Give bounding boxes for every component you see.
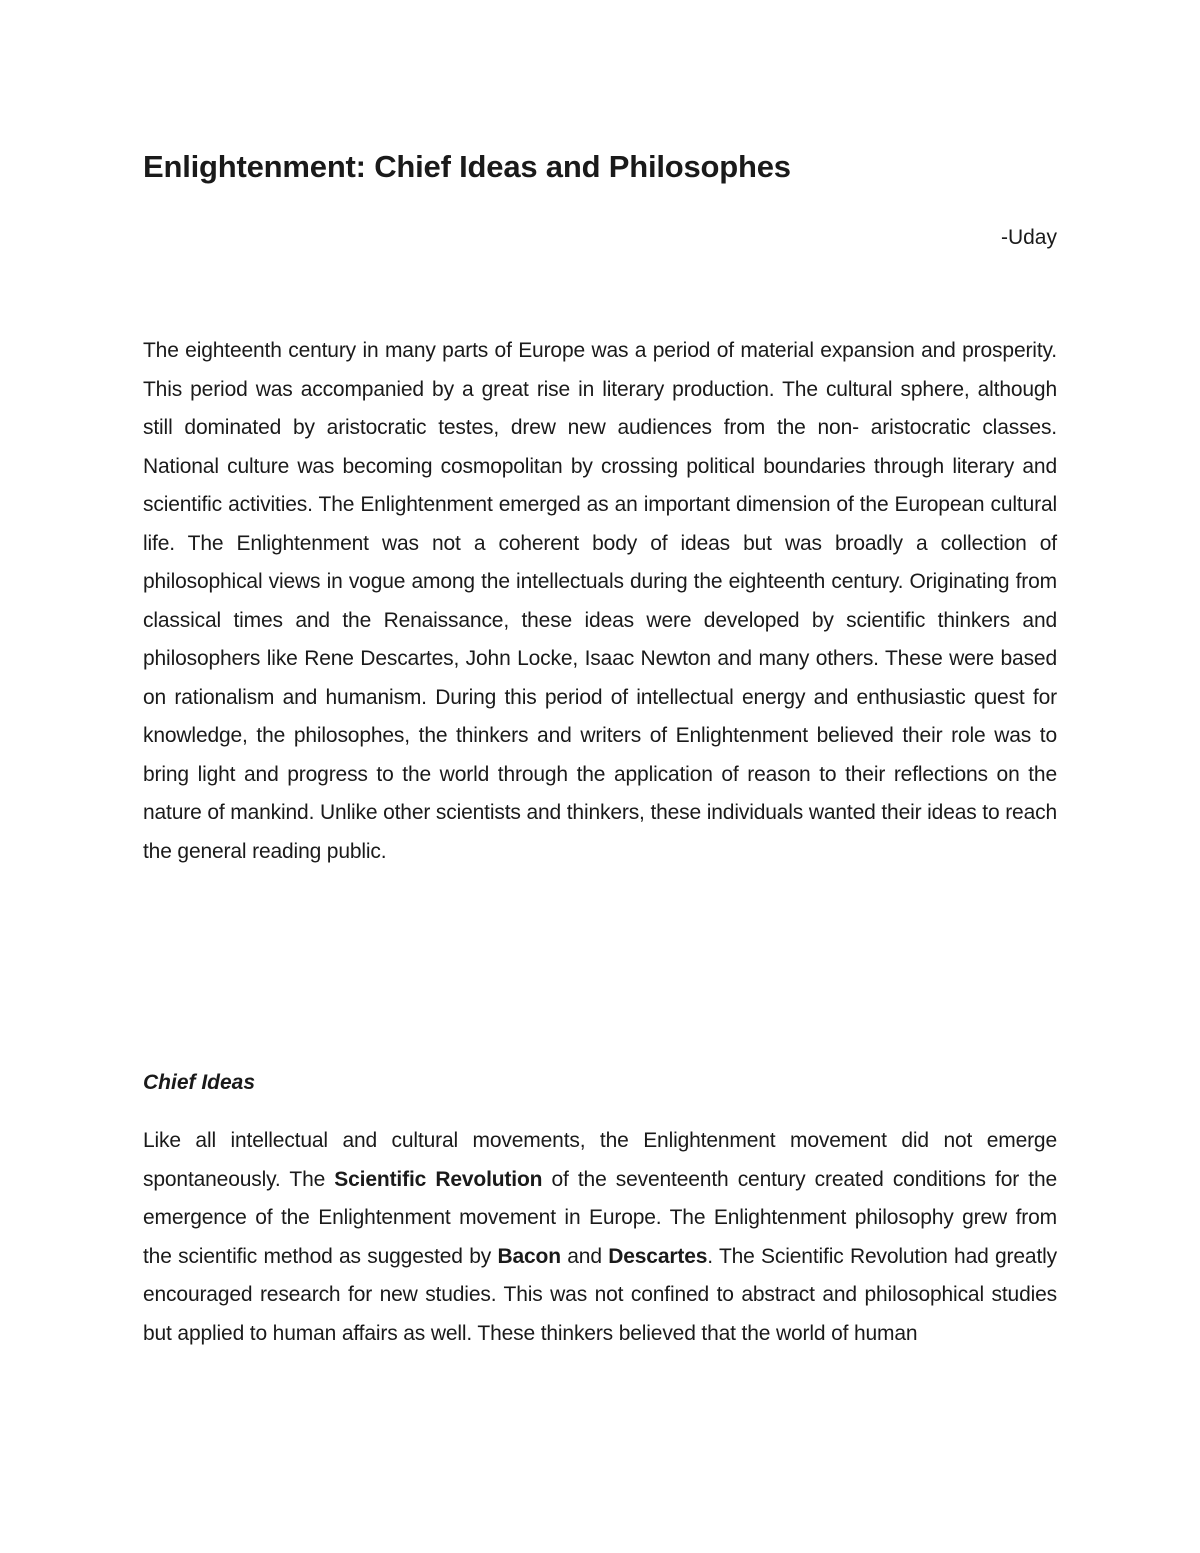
chief-ideas-text-2: of the seventeenth century created conditions for the emergence of the Enlightenment movement in Europe. The Enlightenment philosophy grew from the scientific method as suggested by: [143, 1167, 1058, 1268]
chief-ideas-text-4: . The Scientific Revolution had greatly encouraged research for new studies. This was not confined to abstract and philosophical studies but applied to human affairs as well. These thinkers believed that the world of human: [143, 1244, 1057, 1345]
term-scientific-revolution: Scientific Revolution: [334, 1167, 543, 1191]
author-byline: -Uday: [1000, 226, 1057, 249]
document-title: Enlightenment: Chief Ideas and Philosophes: [143, 149, 791, 184]
chief-ideas-paragraph: [143, 1122, 1057, 1353]
section-heading-chief-ideas: Chief Ideas: [143, 1071, 256, 1094]
intro-paragraph: The eighteenth century in many parts of Europe was a period of material expansion and prosperity. This period was accompanied by a great rise in literary production. The cultural sphere, although still dominated by aristocratic testes, drew new audiences from the non- aristocratic classes. National culture was becoming cosmopolitan by crossing political boundaries through literary and scientific activities. The Enlightenment emerged as an important dimension of the European cultural life. The Enlightenment was not a coherent body of ideas but was broadly a collection of philosophical views in vogue among the intellectuals during the eighteenth century. Originating from classical times and the Renaissance, these ideas were developed by scientific thinkers and philosophers like Rene Descartes, John Locke, Isaac Newton and many others. These were based on rationalism and humanism. During this period of intellectual energy and enthusiastic quest for knowledge, the philosophes, the thinkers and writers of Enlightenment believed their role was to bring light and progress to the world through the application of reason to their reflections on the nature of mankind. Unlike other scientists and thinkers, these individuals wanted their ideas to reach the general reading public.: [143, 339, 1057, 863]
chief-ideas-text-1: Like all intellectual and cultural movements, the Enlightenment movement did not emerge spontaneously. The: [143, 1129, 1057, 1191]
term-bacon: Bacon: [497, 1244, 561, 1268]
term-descartes: Descartes: [608, 1244, 708, 1268]
chief-ideas-text-3: and: [560, 1244, 609, 1268]
